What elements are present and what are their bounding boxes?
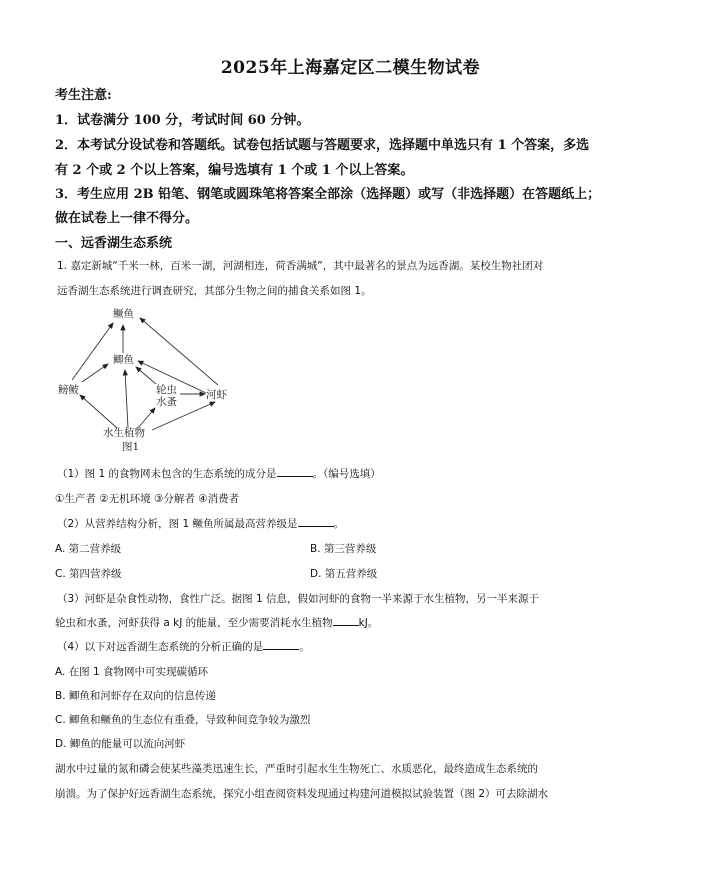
question-2-suffix: 。 [333,518,345,530]
node-pangpi: 鳑鲏 [58,384,79,396]
question-3-suffix: kJ。 [358,617,379,629]
question-1-stem: （1）图 1 的食物网未包含的生态系统的成分是 [57,468,277,480]
option-b[interactable]: B. 鲫鱼和河虾存在双向的信息传递 [55,690,216,702]
answer-blank[interactable] [277,466,313,477]
question-3-line [55,615,378,630]
answer-blank[interactable] [298,516,334,527]
question-3-line: （3）河虾是杂食性动物，食性广泛。据图 1 信息，假如河虾的食物一半来源于水生植物，另一半来源于 [57,593,540,605]
question-2-stem: （2）从营养结构分析，图 1 鳜鱼所属最高营养级是 [57,518,298,530]
question-4-stem: （4）以下对远香湖生态系统的分析正确的是 [57,641,264,653]
notice-item: 有 2 个或 2 个以上答案，编号选填有 1 个或 1 个以上答案。 [55,163,414,178]
node-jiyu: 鲫鱼 [113,354,134,366]
node-shuizao: 水蚤 [156,396,177,408]
paragraph-line: 崩溃。为了保护好远香湖生态系统，探究小组查阅资料发现通过构建河道模拟试验装置（图 2）可去除湖水 [55,788,549,800]
intro-line: 远香湖生态系统进行调查研究，其部分生物之间的捕食关系如图 1。 [57,285,372,297]
question-4 [57,639,310,654]
option-a[interactable]: A. 第二营养级 [55,543,122,555]
option-c[interactable]: C. 鲫鱼和鳜鱼的生态位有重叠，导致种间竞争较为激烈 [55,714,311,726]
notice-item: 3．考生应用 2B 铅笔、钢笔或圆珠笔将答案全部涂（选择题）或写（非选择题）在答题纸上； [55,187,601,202]
option-a[interactable]: A. 在图 1 食物网中可实现碳循环 [55,666,209,678]
arrow-lunchong-to-jiyu [136,367,156,384]
node-plants: 水生植物 [103,427,145,439]
option-d[interactable]: D. 鲫鱼的能量可以流向河虾 [55,738,186,750]
notice-item: 做在试卷上一律不得分。 [55,211,199,226]
arrow-pangpi-to-guiyu [72,323,113,380]
node-hexia: 河虾 [206,389,227,401]
figure-caption: 图1 [122,441,140,453]
paragraph-line: 湖水中过量的氮和磷会使某些藻类迅速生长，严重时引起水生生物死亡、水质恶化，最终造成生态系统的 [55,763,538,775]
food-web-diagram [50,300,250,460]
notice-item: 2．本考试分设试卷和答题纸。试卷包括试题与答题要求，选择题中单选只有 1 个答案，多选 [55,138,590,153]
question-1-suffix: 。（编号选填） [312,468,381,480]
arrow-plants-to-pangpi [80,395,117,428]
arrow-plants-to-jiyu [125,370,128,428]
notice-heading: 考生注意: [55,88,112,103]
option-b[interactable]: B. 第三营养级 [310,543,377,555]
arrow-hexia-to-guiyu [140,318,218,385]
question-1 [57,466,381,481]
notice-item: 1．试卷满分 100 分，考试时间 60 分钟。 [55,113,310,128]
answer-blank[interactable] [333,615,359,626]
question-1-options: ①生产者 ②无机环境 ③分解者 ④消费者 [55,493,240,505]
intro-line: 1. 嘉定新城“千米一林，百米一湖，河湖相连，荷香满城”，其中最著名的景点为远香湖。某校生物社团对 [57,260,544,272]
node-guiyu: 鳜鱼 [113,308,134,320]
answer-blank[interactable] [263,639,299,650]
option-d[interactable]: D. 第五营养级 [310,568,378,580]
arrow-plants-to-lunchong [138,408,155,428]
question-4-suffix: 。 [299,641,310,653]
section-heading: 一、远香湖生态系统 [55,236,173,251]
node-lunchong: 轮虫 [156,384,177,396]
page-title: 2025年上海嘉定区二模生物试卷 [220,58,481,78]
option-c[interactable]: C. 第四营养级 [55,568,122,580]
question-3-stem: 轮虫和水蚤，河虾获得 a kJ 的能量，至少需要消耗水生植物 [55,617,333,629]
arrow-pangpi-to-jiyu [82,364,108,382]
question-2 [57,516,344,531]
